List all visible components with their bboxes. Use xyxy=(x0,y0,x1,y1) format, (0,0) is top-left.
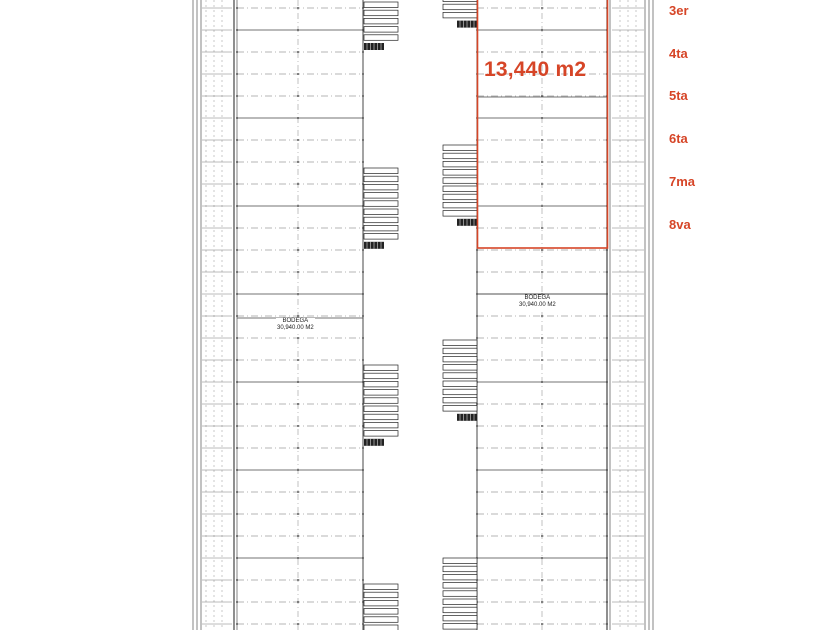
column-node xyxy=(541,381,543,383)
column-node xyxy=(297,183,299,185)
column-node xyxy=(236,7,238,9)
column-node xyxy=(297,29,299,31)
dock-bay xyxy=(443,145,477,151)
dock-bay xyxy=(364,2,398,8)
column-node xyxy=(606,623,608,625)
column-node xyxy=(297,579,299,581)
floor-label-8va: 8va xyxy=(669,217,691,232)
column-node xyxy=(541,51,543,53)
column-node xyxy=(362,447,364,449)
column-node xyxy=(476,249,478,251)
dock-bay xyxy=(364,431,398,437)
dock-bay xyxy=(364,390,398,396)
dock-bay xyxy=(443,0,477,2)
dock-bay xyxy=(364,217,398,223)
dock-bay xyxy=(443,211,477,217)
column-node xyxy=(236,315,238,317)
column-node xyxy=(297,271,299,273)
dock-bay xyxy=(364,176,398,182)
dock-bay xyxy=(443,340,477,346)
column-node xyxy=(236,95,238,97)
column-node xyxy=(362,117,364,119)
column-node xyxy=(297,337,299,339)
column-node xyxy=(476,447,478,449)
warehouse-label-right xyxy=(518,295,557,309)
dock-bay xyxy=(364,584,398,590)
column-node xyxy=(297,381,299,383)
column-node xyxy=(297,491,299,493)
column-node xyxy=(297,469,299,471)
column-node xyxy=(236,601,238,603)
column-node xyxy=(236,205,238,207)
column-node xyxy=(297,117,299,119)
column-node xyxy=(541,579,543,581)
column-node xyxy=(362,183,364,185)
column-node xyxy=(297,403,299,405)
dock-bay xyxy=(443,607,477,613)
column-node xyxy=(362,623,364,625)
column-node xyxy=(476,337,478,339)
column-node xyxy=(606,271,608,273)
column-node xyxy=(606,513,608,515)
dock-bay xyxy=(443,574,477,580)
dock-bay xyxy=(443,202,477,208)
column-node xyxy=(541,7,543,9)
column-node xyxy=(236,535,238,537)
dock-bay xyxy=(443,566,477,572)
column-node xyxy=(541,315,543,317)
dock-bay xyxy=(364,381,398,387)
column-node xyxy=(606,403,608,405)
dock-bay xyxy=(364,234,398,240)
column-node xyxy=(362,161,364,163)
column-node xyxy=(362,315,364,317)
column-node xyxy=(297,315,299,317)
dock-bay xyxy=(443,153,477,159)
dock-bay xyxy=(364,27,398,32)
column-node xyxy=(297,557,299,559)
column-node xyxy=(236,73,238,75)
column-node xyxy=(297,227,299,229)
column-node xyxy=(476,491,478,493)
column-node xyxy=(236,293,238,295)
plan-lines xyxy=(193,0,653,630)
dock-bay xyxy=(443,194,477,200)
dock-bay xyxy=(443,558,477,564)
dock-bay xyxy=(443,170,477,176)
column-node xyxy=(606,579,608,581)
dock-bay xyxy=(364,414,398,420)
column-node xyxy=(362,51,364,53)
loading-docks xyxy=(364,0,477,630)
dock-bay xyxy=(364,10,398,16)
column-node xyxy=(236,161,238,163)
dock-bay xyxy=(364,365,398,371)
column-node xyxy=(541,623,543,625)
column-node xyxy=(236,183,238,185)
dock-bay xyxy=(443,365,477,371)
column-node xyxy=(541,601,543,603)
dock-bay xyxy=(443,624,477,630)
dock-bay xyxy=(364,398,398,404)
column-node xyxy=(236,513,238,515)
floor-label-5ta: 5ta xyxy=(669,88,688,103)
column-node xyxy=(297,51,299,53)
column-node xyxy=(297,95,299,97)
column-node xyxy=(362,139,364,141)
column-node xyxy=(476,403,478,405)
column-node xyxy=(476,513,478,515)
column-node xyxy=(476,469,478,471)
column-node xyxy=(236,425,238,427)
column-node xyxy=(541,447,543,449)
highlighted-area-outline xyxy=(478,0,608,248)
dock-bay xyxy=(443,373,477,379)
dock-bay xyxy=(443,12,477,18)
column-node xyxy=(541,557,543,559)
column-node xyxy=(606,337,608,339)
column-node xyxy=(236,403,238,405)
dock-bay xyxy=(443,599,477,605)
floor-label-7ma: 7ma xyxy=(669,174,696,189)
column-node xyxy=(236,491,238,493)
column-node xyxy=(476,425,478,427)
highlighted-area-label: 13,440 m2 xyxy=(484,58,587,81)
column-node xyxy=(541,29,543,31)
dock-bay xyxy=(443,178,477,184)
column-node xyxy=(541,469,543,471)
column-node xyxy=(297,139,299,141)
column-node xyxy=(476,271,478,273)
column-node xyxy=(362,293,364,295)
dock-bay xyxy=(364,592,398,598)
column-node xyxy=(236,579,238,581)
dock-bay xyxy=(443,389,477,395)
column-node xyxy=(606,425,608,427)
column-node xyxy=(362,425,364,427)
column-node xyxy=(297,447,299,449)
column-node xyxy=(297,161,299,163)
warehouse-area: 30,940.00 M2 xyxy=(277,325,314,331)
column-node xyxy=(606,315,608,317)
dock-bay xyxy=(443,591,477,597)
column-node xyxy=(541,359,543,361)
column-node xyxy=(541,337,543,339)
column-node xyxy=(362,601,364,603)
column-node xyxy=(236,117,238,119)
column-node xyxy=(236,139,238,141)
dock-bay xyxy=(364,209,398,215)
column-node xyxy=(297,293,299,295)
dock-bay xyxy=(443,161,477,167)
column-node xyxy=(236,447,238,449)
column-node xyxy=(362,227,364,229)
warehouse-name: BODEGA xyxy=(282,318,309,324)
dock-bay xyxy=(364,422,398,428)
column-node xyxy=(297,359,299,361)
column-node xyxy=(236,29,238,31)
column-node xyxy=(541,513,543,515)
floor-label-6ta: 6ta xyxy=(669,131,688,146)
column-node xyxy=(541,117,543,119)
column-node xyxy=(541,183,543,185)
column-node xyxy=(606,557,608,559)
column-node xyxy=(297,535,299,537)
column-node xyxy=(541,271,543,273)
column-node xyxy=(362,557,364,559)
column-node xyxy=(606,469,608,471)
column-node xyxy=(236,469,238,471)
column-node xyxy=(606,535,608,537)
dock-bay xyxy=(364,184,398,190)
column-node xyxy=(362,579,364,581)
warehouse-label-left xyxy=(276,318,315,332)
column-node xyxy=(236,337,238,339)
column-node xyxy=(362,513,364,515)
dock-bay xyxy=(443,406,477,412)
column-node xyxy=(236,557,238,559)
column-node xyxy=(541,535,543,537)
dock-bay xyxy=(364,609,398,615)
column-node xyxy=(362,381,364,383)
dock-bay xyxy=(443,4,477,10)
warehouse-area: 30,940.00 M2 xyxy=(519,302,556,308)
column-node xyxy=(362,403,364,405)
column-node xyxy=(606,491,608,493)
column-node xyxy=(541,205,543,207)
dock-bay xyxy=(364,225,398,231)
floor-label-4ta: 4ta xyxy=(669,46,688,61)
dock-bay xyxy=(443,397,477,403)
dock-bay xyxy=(443,615,477,621)
column-node xyxy=(362,7,364,9)
column-node xyxy=(236,359,238,361)
column-node xyxy=(606,381,608,383)
column-node xyxy=(476,315,478,317)
column-node xyxy=(362,337,364,339)
column-node xyxy=(297,205,299,207)
column-node xyxy=(541,249,543,251)
column-node xyxy=(297,623,299,625)
dock-bay xyxy=(364,600,398,606)
column-node xyxy=(606,359,608,361)
column-node xyxy=(297,7,299,9)
dock-bay xyxy=(364,201,398,207)
column-node xyxy=(236,51,238,53)
column-node xyxy=(606,249,608,251)
column-node xyxy=(297,249,299,251)
column-node xyxy=(236,249,238,251)
dock-bay xyxy=(443,186,477,192)
column-node xyxy=(362,359,364,361)
dock-bay xyxy=(364,617,398,623)
column-node xyxy=(297,73,299,75)
column-node xyxy=(236,623,238,625)
column-node xyxy=(362,29,364,31)
dock-bay xyxy=(364,625,398,630)
dock-bay xyxy=(364,373,398,379)
column-node xyxy=(541,425,543,427)
column-node xyxy=(362,205,364,207)
dock-bay xyxy=(364,168,398,174)
column-node xyxy=(236,381,238,383)
column-node xyxy=(362,271,364,273)
warehouse-name: BODEGA xyxy=(524,295,551,301)
dock-bay xyxy=(364,18,398,24)
column-node xyxy=(362,491,364,493)
column-node xyxy=(362,95,364,97)
dock-bay xyxy=(443,583,477,589)
dock-bay xyxy=(443,348,477,354)
dock-bay xyxy=(364,406,398,412)
column-node xyxy=(606,447,608,449)
dock-bay xyxy=(364,193,398,199)
column-node xyxy=(236,227,238,229)
column-node xyxy=(541,491,543,493)
column-node xyxy=(606,601,608,603)
column-node xyxy=(541,139,543,141)
column-node xyxy=(541,227,543,229)
dock-bay xyxy=(443,356,477,362)
column-node xyxy=(236,271,238,273)
column-node xyxy=(476,535,478,537)
column-node xyxy=(362,469,364,471)
column-node xyxy=(297,513,299,515)
dock-bay xyxy=(443,381,477,387)
floor-label-3er: 3er xyxy=(669,3,689,18)
dock-bay xyxy=(364,35,398,41)
column-node xyxy=(297,425,299,427)
column-node xyxy=(362,249,364,251)
column-node xyxy=(362,73,364,75)
column-node xyxy=(541,161,543,163)
column-node xyxy=(297,601,299,603)
column-node xyxy=(541,403,543,405)
column-node xyxy=(362,535,364,537)
